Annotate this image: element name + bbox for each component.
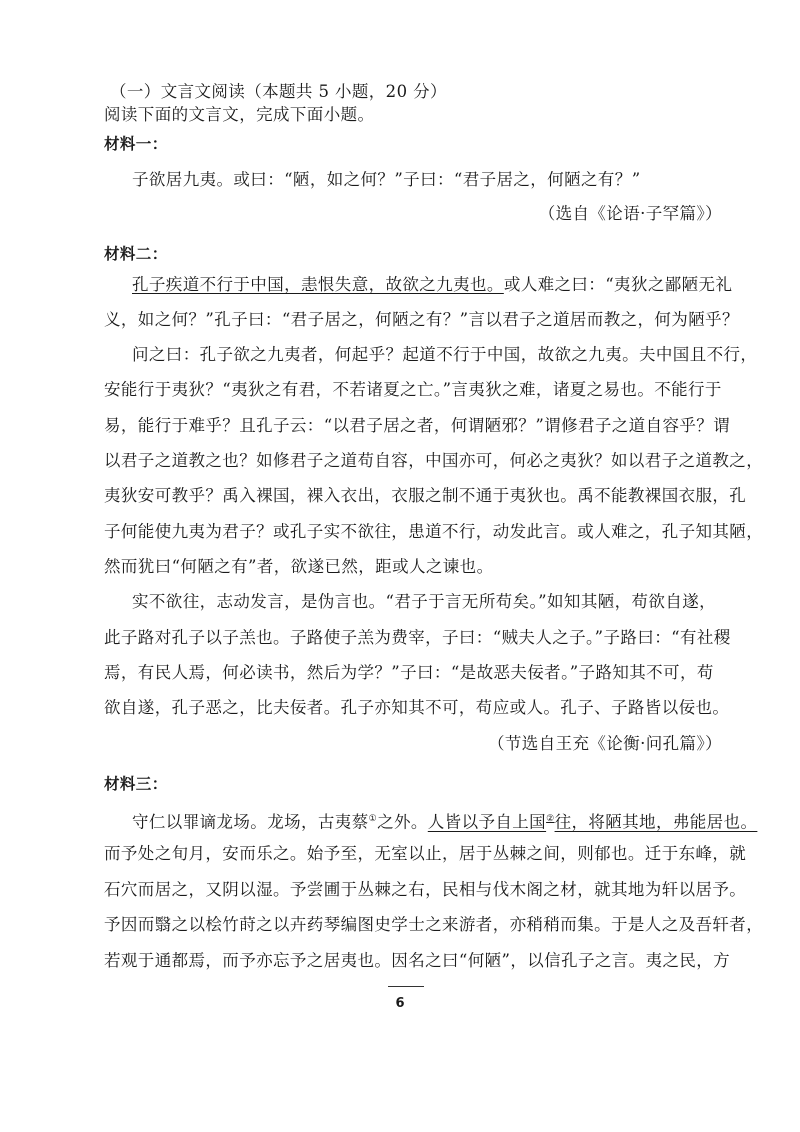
material2-line: 安能行于夷狄？“夷狄之有君，不若诸夏之亡。”言夷狄之难，诸夏之易也。不能行于 — [104, 380, 722, 399]
material2-line — [132, 274, 732, 296]
material2-line: 焉，有民人焉，何必读书，然后为学？”子曰：“是故恶夫佞者。”子路知其不可，苟 — [104, 663, 714, 682]
material1-text: 子欲居九夷。或曰：“陋，如之何？”子曰：“君子居之，何陋之有？” — [132, 170, 641, 189]
material3-line: 石穴而居之，又阴以湿。予尝圃于丛棘之右，民相与伐木阁之材，就其地为轩以居予。 — [104, 880, 747, 899]
material3-line-start: 守仁以罪谪龙场。龙场，古夷蔡 — [132, 812, 369, 832]
material2-line: 以君子之道教之也？如修君子之道苟自容，中国亦可，何必之夷狄？如以君子之道教之， — [104, 451, 764, 470]
material3-line: 若观于通都焉，而予亦忘予之居夷也。因名之曰“何陋”，以信孔子之言。夷之民，方 — [104, 951, 731, 970]
section-title: （一）文言文阅读（本题共 5 小题，20 分） — [110, 82, 447, 101]
page-number: 6 — [395, 996, 405, 1011]
material3-line: 而予处之旬月，安而乐之。始予至，无室以止，居于丛棘之间，则郁也。迁于东峰，就 — [104, 844, 747, 863]
material2-line: 问之曰：孔子欲之九夷者，何起乎？起道不行于中国，故欲之九夷。夫中国且不行， — [132, 345, 758, 364]
material3-line-mid: 之外。 — [377, 812, 428, 832]
material2-line-rest: 或人难之曰：“夷狄之鄙陋无礼 — [503, 275, 733, 294]
material2-line: 义，如之何？”孔子曰：“君子居之，何陋之有？”言以君子之道居而教之，何为陋乎？ — [104, 310, 739, 329]
material3-line: 予因而翳之以桧竹莳之以卉药琴编图史学士之来游者，亦稍稍而集。于是人之及吾轩者， — [104, 915, 764, 934]
material3-line — [132, 808, 757, 834]
underlined-sentence: 孔子疾道不行于中国，恚恨失意，故欲之九夷也。 — [132, 275, 504, 294]
page-number-rule — [388, 986, 424, 987]
underlined-sentence: 往，将陋其地，弗能居也。 — [554, 812, 758, 832]
underlined-sentence: 人皆以予自上国 — [427, 812, 547, 832]
material2-heading: 材料二： — [104, 244, 168, 263]
material2-source: （节选自王充《论衡·问孔篇》） — [488, 734, 722, 753]
material3-heading: 材料三： — [104, 774, 168, 793]
material2-line: 易，能行于难乎？且孔子云：“以君子居之者，何谓陋邪？”谓修君子之道自容乎？谓 — [104, 416, 731, 435]
instruction-text: 阅读下面的文言文，完成下面小题。 — [104, 105, 375, 124]
material1-source: （选自《论语·子罕篇》） — [538, 204, 722, 223]
footnote-marker: ② — [546, 814, 555, 824]
material2-line: 子何能使九夷为君子？或孔子实不欲往，患道不行，动发此言。或人难之，孔子知其陋， — [104, 522, 764, 541]
material2-line: 实不欲往，志动发言，是伪言也。“君子于言无所苟矣。”如知其陋，苟欲自遂， — [132, 592, 717, 611]
material2-line: 此子路对孔子以子羔也。子路使子羔为费宰，子曰：“贼夫人之子。”子路曰：“有社稷 — [104, 628, 731, 647]
material2-line: 欲自遂，孔子恶之，比夫佞者。孔子亦知其不可，苟应或人。孔子、子路皆以佞也。 — [104, 698, 730, 717]
material1-heading: 材料一： — [104, 134, 168, 153]
material2-line: 然而犹曰“何陋之有”者，欲遂已然，距或人之谏也。 — [104, 557, 494, 576]
footnote-marker: ① — [368, 814, 378, 824]
material2-line: 夷狄安可教乎？禹入裸国，裸入衣出，衣服之制不通于夷狄也。禹不能教裸国衣服，孔 — [104, 486, 747, 505]
